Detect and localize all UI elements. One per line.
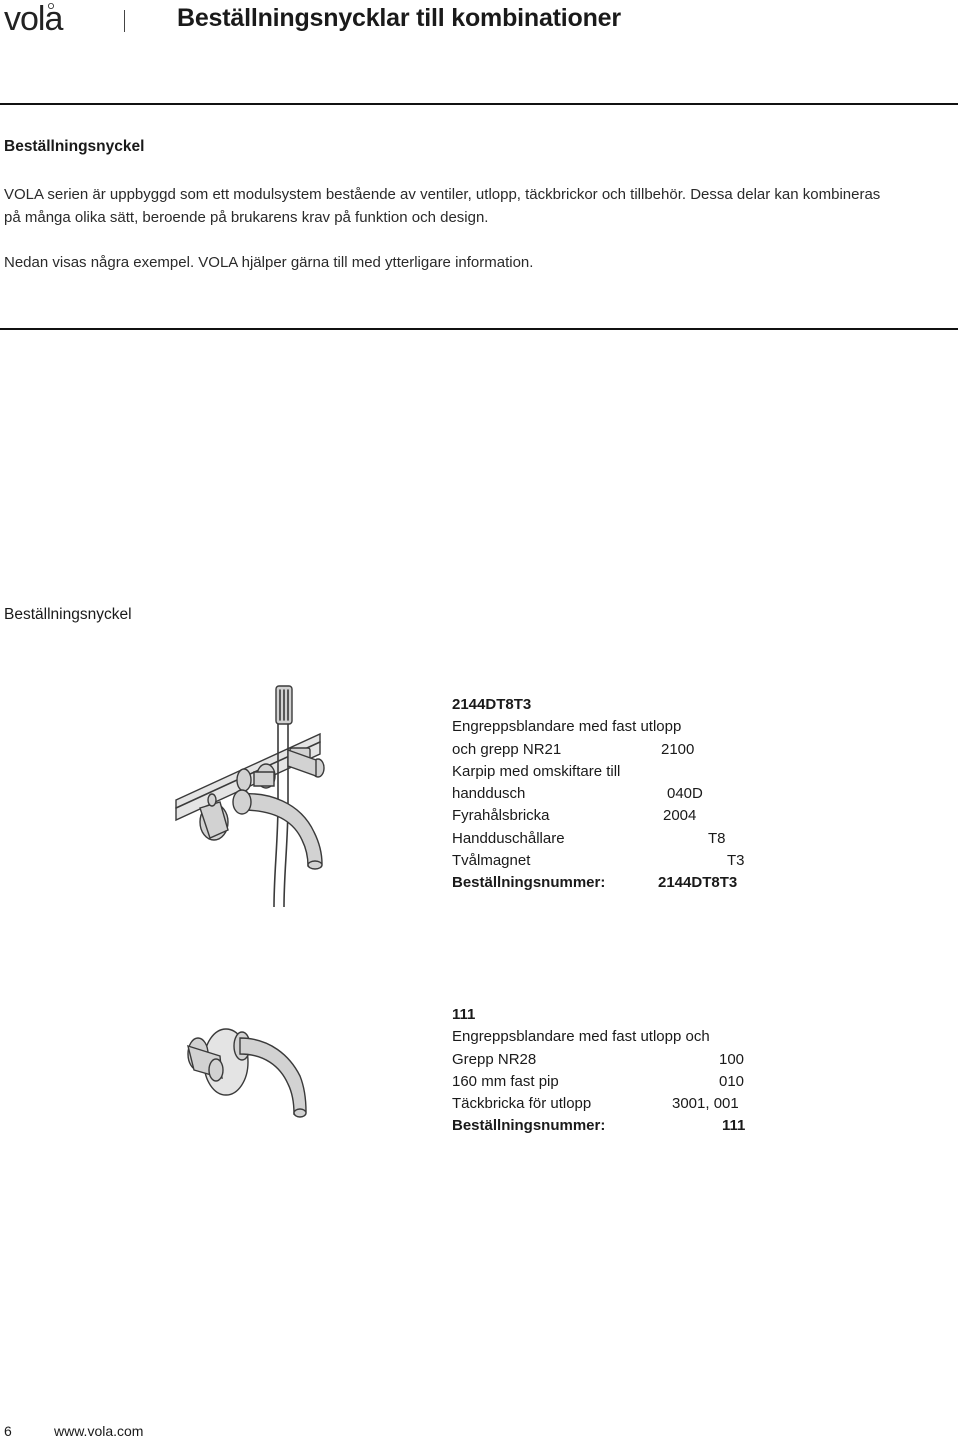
- top-divider: [0, 103, 958, 105]
- spout: [240, 1038, 306, 1114]
- intro-line-2: på många olika sätt, beroende på brukarens krav på funktion och design.: [4, 209, 489, 226]
- spec-row: Fyrahålsbricka 2004: [452, 807, 697, 825]
- spec-row: Engreppsblandare med fast utlopp och: [452, 1028, 710, 1046]
- spec-row: Grepp NR28 100: [452, 1050, 745, 1068]
- footer-url[interactable]: www.vola.com: [54, 1423, 144, 1439]
- product-1-spec: [452, 694, 752, 895]
- intro-line-1: VOLA serien är uppbyggd som ett modulsystem bestående av ventiler, utlopp, täckbrickor och tillbehör. Dessa delar kan kombineras: [4, 186, 881, 203]
- page-number: 6: [4, 1423, 12, 1439]
- spout: [242, 794, 322, 866]
- spec-row: och grepp NR21 2100: [452, 740, 695, 758]
- intro-heading: Beställningsnyckel: [4, 138, 145, 155]
- spec-row: handdusch 040D: [452, 785, 703, 803]
- intro-line-3: Nedan visas några exempel. VOLA hjälper gärna till med ytterligare information.: [4, 254, 534, 271]
- header-separator: [124, 10, 125, 32]
- spec-row: Karpip med omskiftare till: [452, 762, 621, 780]
- order-number-row: Beställningsnummer: 111: [452, 1117, 746, 1135]
- spec-row: 160 mm fast pip 010: [452, 1072, 745, 1090]
- logo-text: vola: [4, 2, 63, 36]
- order-key-heading: Beställningsnyckel: [4, 606, 132, 623]
- spec-row: Tvålmagnet T3: [452, 852, 745, 870]
- product-2-spec: [452, 1004, 752, 1138]
- mixer-with-spout-illustration: [180, 1020, 315, 1122]
- order-number-row: Beställningsnummer: 2144DT8T3: [452, 874, 738, 892]
- spec-row: Täckbricka för utlopp 3001, 001: [452, 1095, 739, 1113]
- vola-logo: [4, 2, 78, 36]
- page-title: Beställningsnycklar till kombinationer: [177, 4, 621, 32]
- spec-row: Engreppsblandare med fast utlopp: [452, 718, 682, 736]
- section-divider: [0, 328, 958, 330]
- product-code: 2144DT8T3: [452, 696, 532, 713]
- mixer-with-handshower-illustration: [170, 682, 340, 907]
- spout-knob: [237, 769, 251, 791]
- product-code: 111: [452, 1006, 476, 1023]
- spec-row: Handduschållare T8: [452, 829, 726, 847]
